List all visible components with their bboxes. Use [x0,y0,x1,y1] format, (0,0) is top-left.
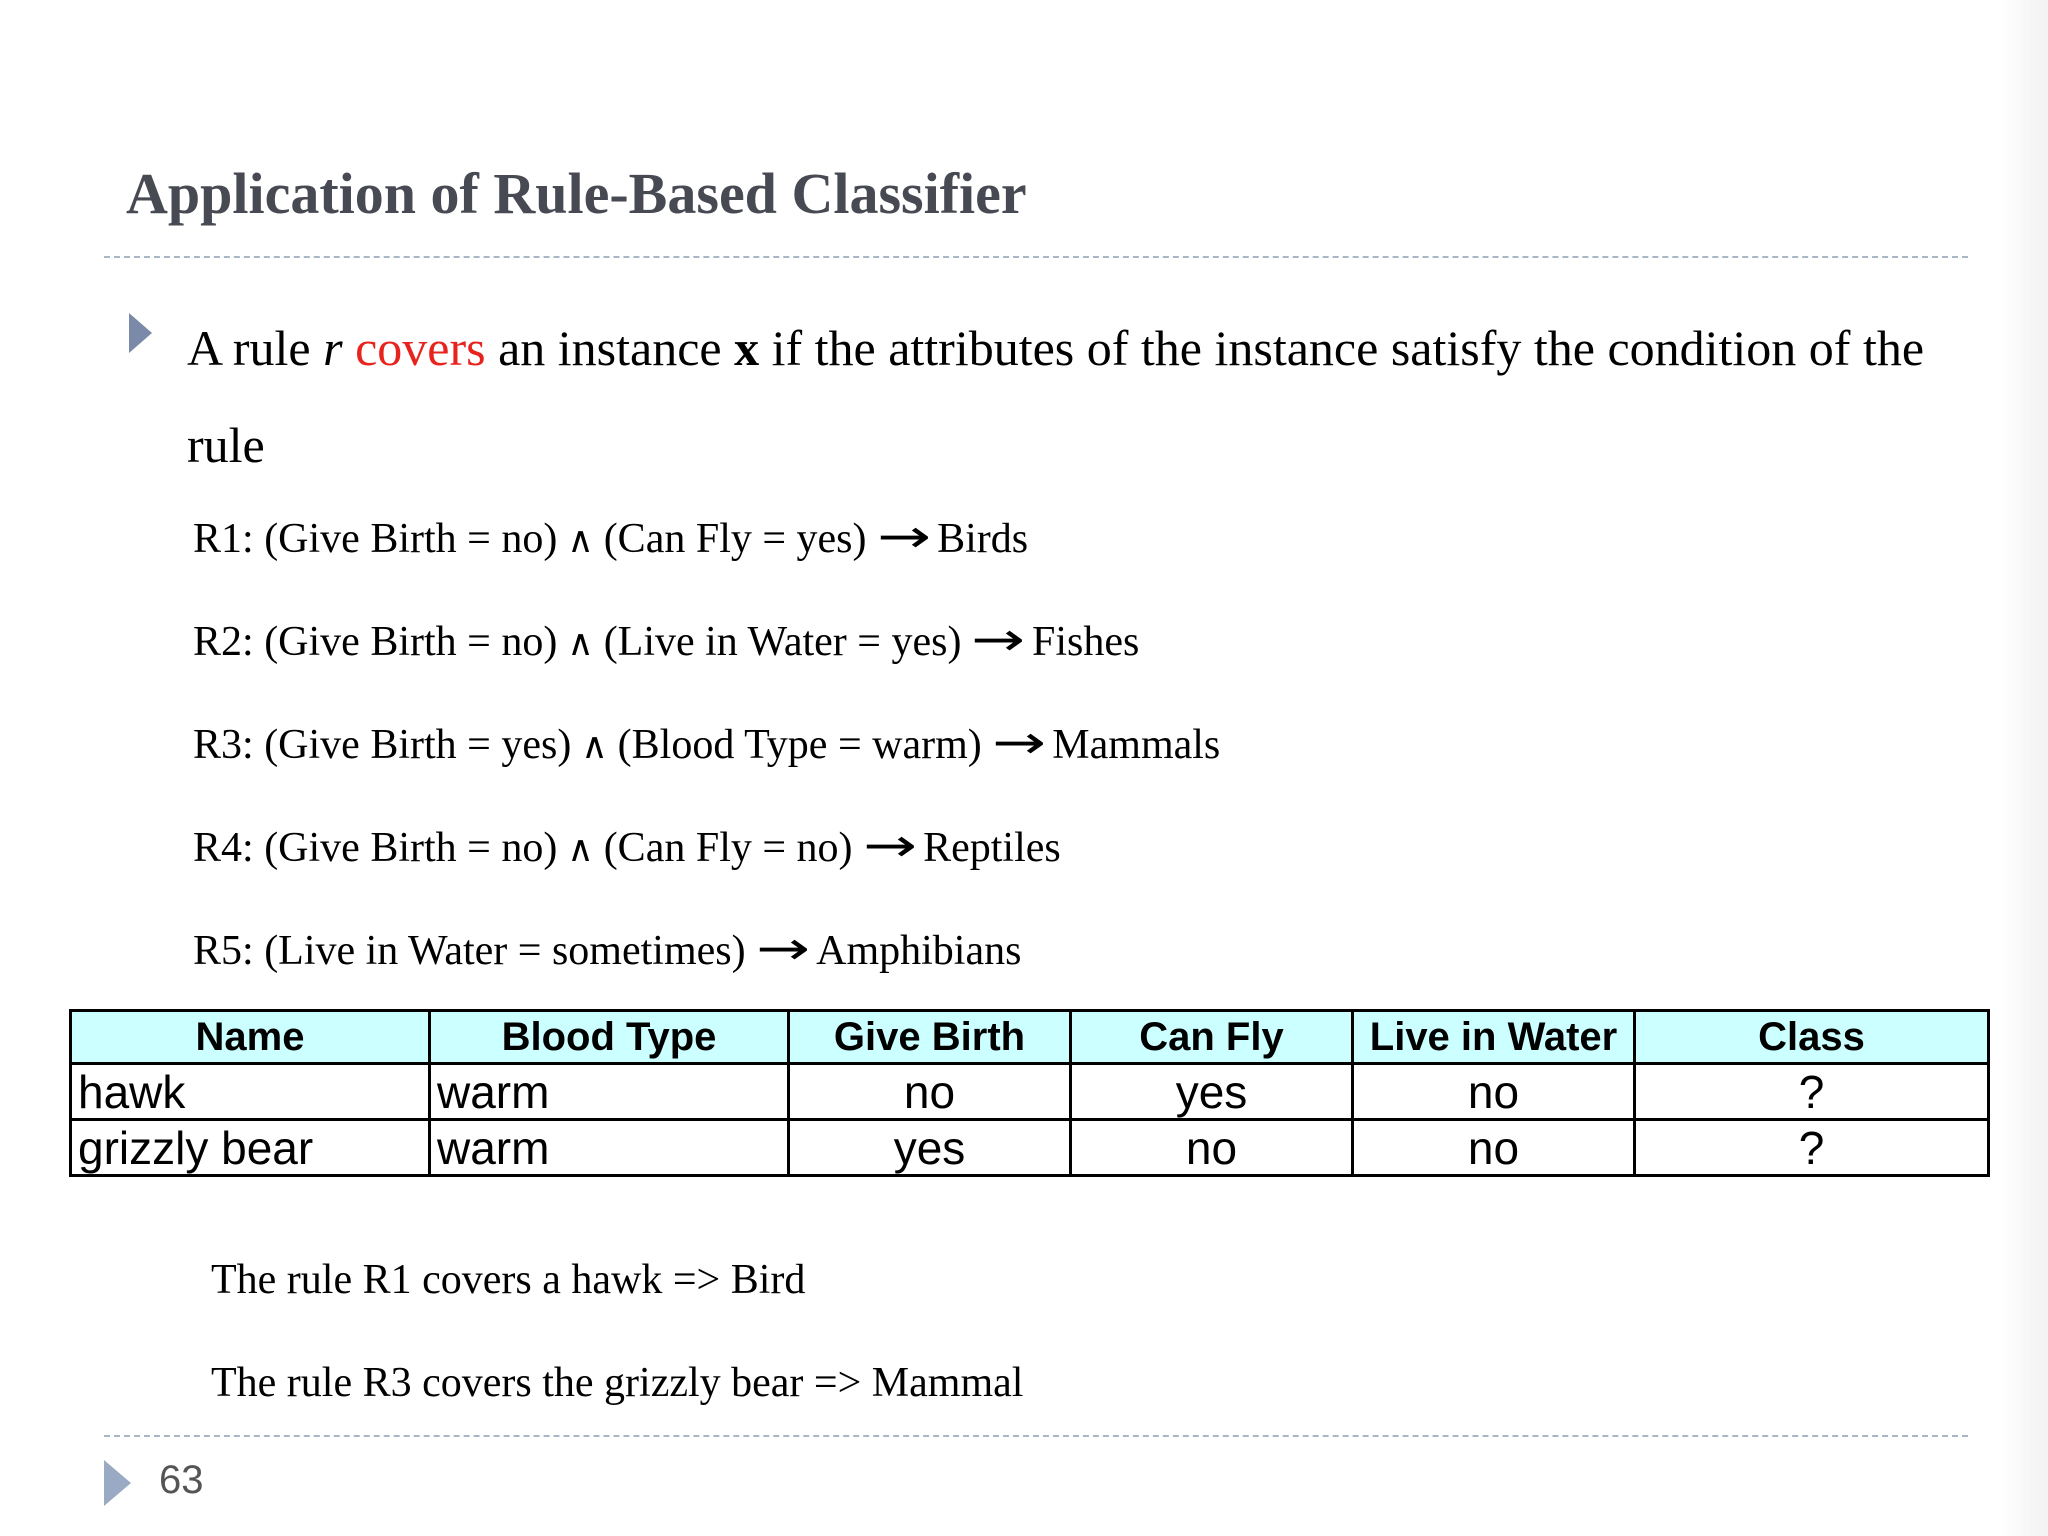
conclusion-list [211,1246,1023,1452]
rule-list [193,505,1220,1020]
column-header-name: Name [71,1011,430,1064]
rule-r5: R5: (Live in Water = sometimes) → Amphibians [193,921,1022,975]
implies-arrow-icon: → [876,509,931,563]
table-row [71,1064,1989,1120]
instance-table [69,1009,1990,1177]
conclusion-hawk: The rule R1 covers a hawk => Bird [211,1257,806,1303]
footer-divider [104,1435,1968,1437]
cell-blood-type: warm [430,1120,789,1176]
conclusion-grizzly-bear: The rule R3 covers the grizzly bear => Mammal [211,1360,1024,1406]
and-symbol: ∧ [567,520,594,561]
and-symbol: ∧ [581,726,608,767]
bullet-definition: A rule r covers an instance x if the attributes of the instance satisfy the condition of the rule [187,320,1925,473]
bullet-triangle-icon [129,313,152,353]
rule-variable: r [323,320,343,376]
column-header-class: Class [1635,1011,1989,1064]
column-header-live-in-water: Live in Water [1353,1011,1635,1064]
cell-class: ? [1635,1064,1989,1120]
column-header-give-birth: Give Birth [789,1011,1071,1064]
column-header-blood-type: Blood Type [430,1011,789,1064]
cell-name: hawk [71,1064,430,1120]
rule-r4: R4: (Give Birth = no) ∧ (Can Fly = no) → Reptiles [193,818,1061,872]
cell-can-fly: no [1071,1120,1353,1176]
rule-r3: R3: (Give Birth = yes) ∧ (Blood Type = warm) → Mammals [193,715,1221,769]
cell-live-in-water: no [1353,1064,1635,1120]
rule-r1: R1: (Give Birth = no) ∧ (Can Fly = yes) → Birds [193,509,1029,563]
implies-arrow-icon: → [862,818,917,872]
table-row [71,1120,1989,1176]
cell-live-in-water: no [1353,1120,1635,1176]
slide-edge-shadow [2000,0,2048,1536]
column-header-can-fly: Can Fly [1071,1011,1353,1064]
cell-blood-type: warm [430,1064,789,1120]
table-header-row [71,1011,1989,1064]
title-divider [104,256,1968,258]
page-number: 63 [159,1458,204,1502]
implies-arrow-icon: → [755,921,810,975]
slide-title: Application of Rule-Based Classifier [126,161,1027,226]
cell-can-fly: yes [1071,1064,1353,1120]
covers-highlight: covers [355,320,486,376]
implies-arrow-icon: → [992,715,1047,769]
cell-give-birth: no [789,1064,1071,1120]
cell-name: grizzly bear [71,1120,430,1176]
rule-r2: R2: (Give Birth = no) ∧ (Live in Water = yes) → Fishes [193,612,1140,666]
cell-give-birth: yes [789,1120,1071,1176]
and-symbol: ∧ [567,623,594,664]
cell-class: ? [1635,1120,1989,1176]
and-symbol: ∧ [567,829,594,870]
implies-arrow-icon: → [971,612,1026,666]
footer-triangle-icon [104,1460,131,1506]
instance-variable: x [734,320,760,376]
